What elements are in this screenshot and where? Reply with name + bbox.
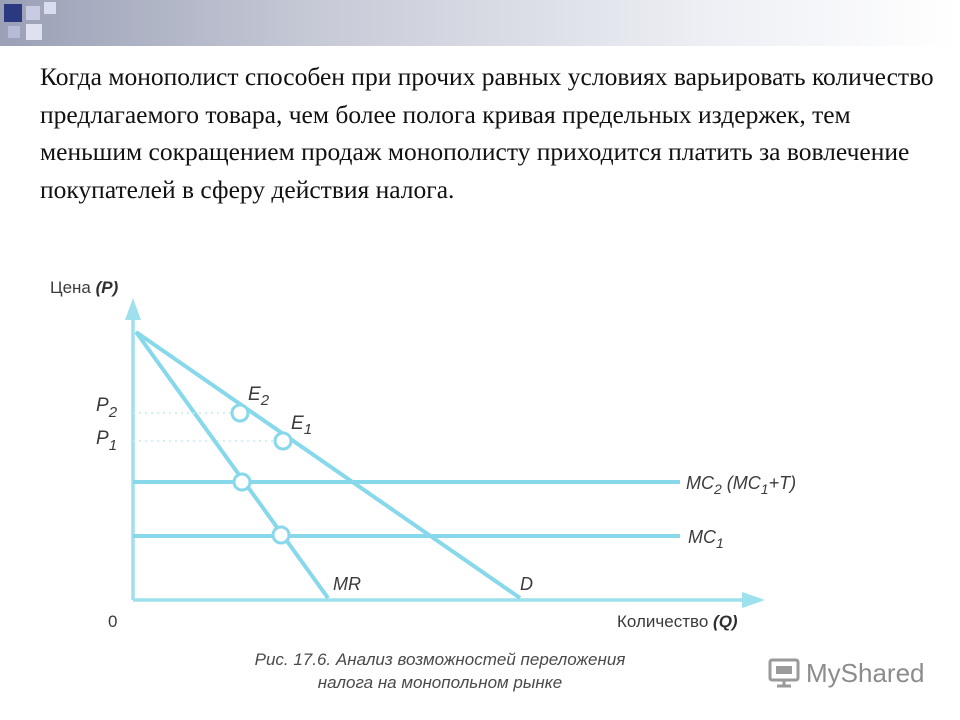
x-axis-arrow xyxy=(742,592,765,608)
demand-label: D xyxy=(520,574,533,594)
marginal-revenue-curve xyxy=(136,332,328,598)
point-mr-mc2 xyxy=(234,474,250,490)
y-axis-label: Цена (P) xyxy=(50,278,119,297)
mc1-label: $MC_1$ xyxy=(688,527,724,551)
demand-curve xyxy=(136,332,520,598)
y-axis-arrow xyxy=(125,298,141,320)
figure-caption xyxy=(180,648,700,694)
e2-label: $E_2$ xyxy=(248,384,270,409)
presentation-icon xyxy=(768,658,800,688)
e1-label: $E_1$ xyxy=(291,413,313,438)
mr-label: MR xyxy=(333,574,361,594)
point-e1 xyxy=(275,433,291,449)
p2-label: $P_2$ xyxy=(96,395,118,421)
watermark-text: MyShared xyxy=(806,657,925,688)
point-mr-mc1 xyxy=(273,527,289,543)
caption-line-2: налога на монопольном рынке xyxy=(317,673,563,692)
origin-label: 0 xyxy=(108,612,118,631)
mc2-label: $MC_2$ $(MC_1+T)$ xyxy=(686,473,797,497)
body-text: Когда монополист способен при прочих равных условиях варьировать количество предлагаемого товара, чем более полога кривая предельных издержек, тем меньшим сокращением продаж монополисту приходится платить за вовлечение покупателей в сферу действия налога. xyxy=(40,62,934,204)
x-axis-label: Количество (Q) xyxy=(617,612,738,631)
point-e2 xyxy=(232,405,248,421)
myshared-watermark xyxy=(768,656,925,690)
caption-line-1: Рис. 17.6. Анализ возможностей переложения xyxy=(254,650,626,669)
p1-label: $P_1$ xyxy=(96,428,118,454)
